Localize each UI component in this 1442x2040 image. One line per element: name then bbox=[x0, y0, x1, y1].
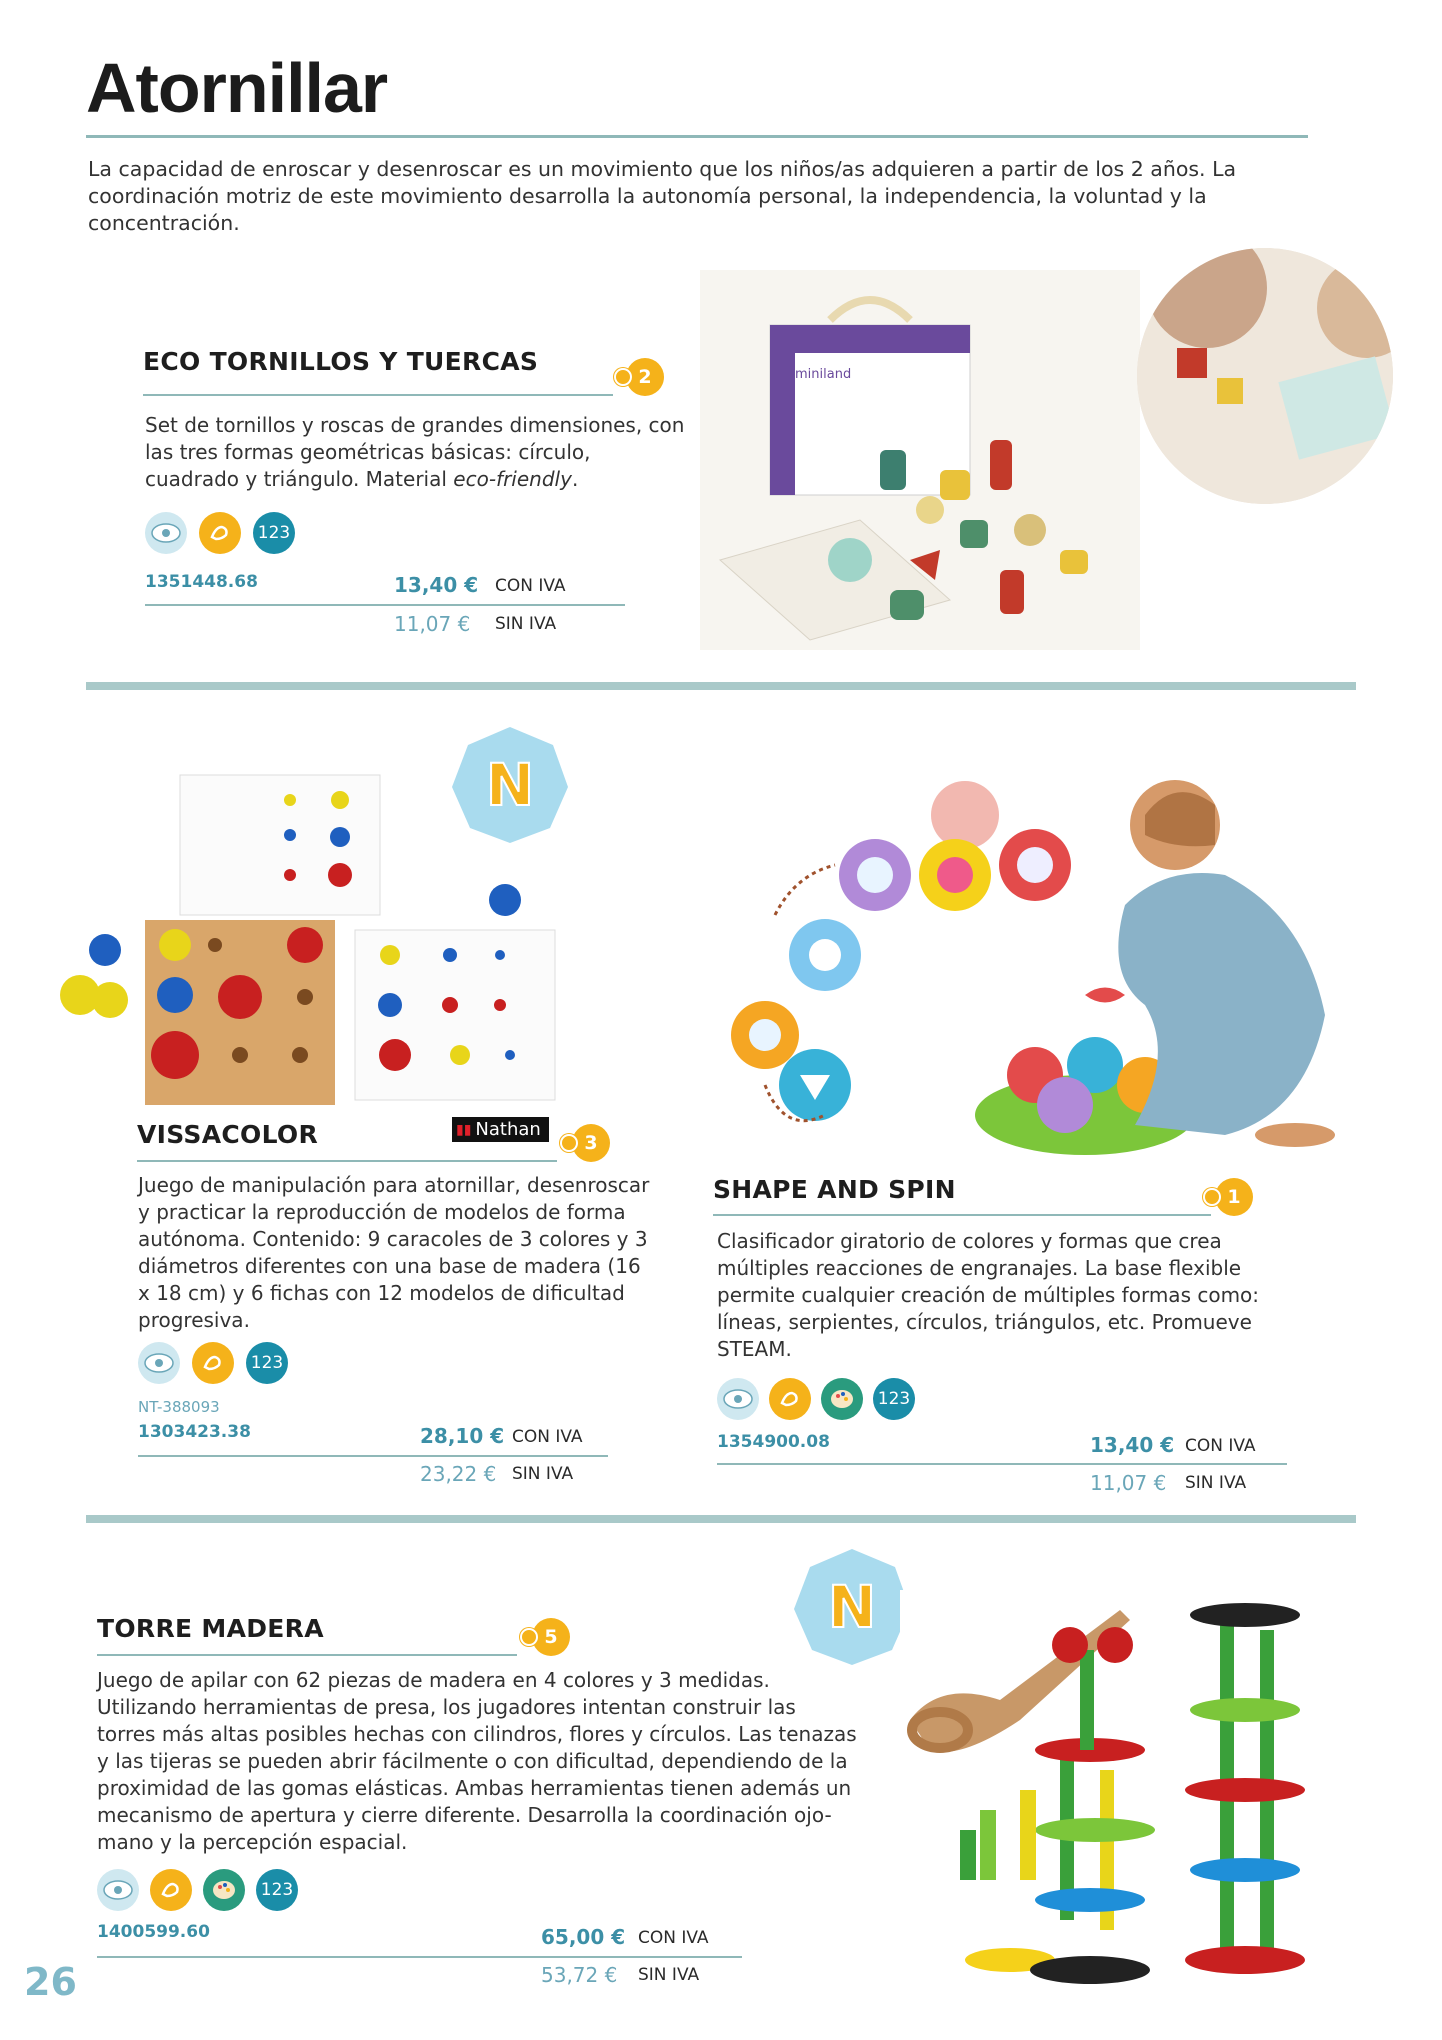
palette-icon bbox=[821, 1378, 863, 1420]
brand-logo-nathan bbox=[452, 1117, 549, 1142]
product-image-shape-and-spin bbox=[705, 755, 1365, 1175]
product-description: Juego de apilar con 62 piezas de madera en 4 colores y 3 medidas. Utilizando herramientas de presa, los jugadores intentan construir las torres más altas posibles hechas con cilindros, flores y círculos. Las tenazas y las tijeras se pueden abrir fácilmente o con dificultad, dependiendo de la proximidad de las gomas elásticas. Ambas herramientas tienen además un mecanismo de apertura y cierre diferente. Desarrolla la coordinación ojo-mano y la percepción espacial. bbox=[97, 1668, 857, 1854]
intro-paragraph: La capacidad de enroscar y desenroscar es un movimiento que los niños/as adquieren a partir de los 2 años. La coordinación motriz de este movimiento desarrolla la autonomía personal, la independencia, la voluntad y la concentración. bbox=[88, 157, 1237, 235]
hand-icon bbox=[769, 1378, 811, 1420]
price-without-vat: 53,72 € bbox=[541, 1963, 618, 1987]
price-without-vat: 11,07 € bbox=[1090, 1471, 1167, 1495]
product-description: Juego de manipulación para atornillar, desenroscar y practicar la reproducción de modelos de forma autónoma. Contenido: 9 caracoles de 3 colores y 3 diámetros diferentes con una base de madera (16 x 18 cm) y 6 fichas con 12 modelos de dificultad progresiva. bbox=[138, 1173, 650, 1332]
label-with-vat: CON IVA bbox=[512, 1427, 583, 1447]
brand-name: Nathan bbox=[475, 1119, 541, 1140]
numbers-icon: 123 bbox=[246, 1342, 288, 1384]
label-with-vat: CON IVA bbox=[638, 1928, 709, 1948]
product-title-rule bbox=[143, 394, 613, 396]
numbers-icon: 123 bbox=[253, 512, 295, 554]
age-badge bbox=[1203, 1178, 1253, 1216]
product-code: 1354900.08 bbox=[717, 1432, 830, 1452]
price-with-vat: 13,40 € bbox=[394, 573, 479, 597]
hand-icon bbox=[199, 512, 241, 554]
product-title-vissacolor: VISSACOLOR bbox=[137, 1120, 319, 1149]
product-description: Clasificador giratorio de colores y formas que crea múltiples reacciones de engranajes. La base flexible permite cualquier creación de múltiples formas como: líneas, serpientes, círculos, triángulos, etc. Promueve STEAM. bbox=[717, 1229, 1260, 1361]
gear-icon bbox=[145, 512, 187, 554]
description-text: Set de tornillos y roscas de grandes dimensiones, con las tres formas geométricas básicas: círculo, cuadrado y triángulo. Material bbox=[145, 413, 685, 491]
skill-icons bbox=[717, 1378, 915, 1420]
product-ref: NT-388093 bbox=[138, 1398, 220, 1416]
product-title-shape-and-spin: SHAPE AND SPIN bbox=[713, 1175, 956, 1204]
new-badge-letter: N bbox=[485, 751, 535, 819]
product-title-eco-tornillos: ECO TORNILLOS Y TUERCAS bbox=[143, 347, 539, 376]
price-with-vat: 13,40 € bbox=[1090, 1433, 1175, 1457]
numbers-icon: 123 bbox=[256, 1869, 298, 1911]
label-without-vat: SIN IVA bbox=[1185, 1473, 1247, 1493]
palette-icon bbox=[203, 1869, 245, 1911]
price-without-vat: 11,07 € bbox=[394, 612, 471, 636]
label-without-vat: SIN IVA bbox=[495, 614, 557, 634]
age-value: 3 bbox=[572, 1124, 610, 1162]
product-code: 1400599.60 bbox=[97, 1922, 210, 1942]
product-title-torre-madera: TORRE MADERA bbox=[97, 1614, 324, 1643]
price-rule bbox=[145, 604, 625, 606]
skill-icons bbox=[138, 1342, 288, 1384]
title-divider bbox=[86, 135, 1308, 138]
product-description bbox=[145, 412, 685, 493]
price-rule bbox=[717, 1463, 1287, 1465]
product-image-eco-tornillos bbox=[700, 270, 1140, 650]
product-title-rule bbox=[97, 1654, 517, 1656]
skill-icons bbox=[97, 1869, 298, 1911]
label-without-vat: SIN IVA bbox=[512, 1464, 574, 1484]
numbers-icon: 123 bbox=[873, 1378, 915, 1420]
new-badge-letter: N bbox=[827, 1573, 877, 1641]
new-badge bbox=[792, 1547, 912, 1671]
age-badge bbox=[614, 358, 664, 396]
hand-icon bbox=[192, 1342, 234, 1384]
nathan-mark-icon: ▮▮ bbox=[456, 1121, 472, 1138]
box-brand-text: miniland bbox=[795, 367, 852, 382]
price-rule bbox=[138, 1455, 608, 1457]
label-without-vat: SIN IVA bbox=[638, 1965, 700, 1985]
page-title: Atornillar bbox=[86, 49, 388, 127]
gear-icon bbox=[97, 1869, 139, 1911]
product-code: 1303423.38 bbox=[138, 1422, 251, 1442]
kids-playing-photo bbox=[1137, 248, 1393, 504]
hand-icon bbox=[150, 1869, 192, 1911]
gear-icon bbox=[138, 1342, 180, 1384]
price-with-vat: 28,10 € bbox=[420, 1424, 505, 1448]
age-value: 2 bbox=[626, 358, 664, 396]
product-image-torre-madera bbox=[900, 1590, 1350, 1990]
price-rule bbox=[97, 1956, 742, 1958]
price-without-vat: 23,22 € bbox=[420, 1462, 497, 1486]
age-badge bbox=[560, 1124, 610, 1162]
product-title-rule bbox=[713, 1214, 1211, 1216]
label-with-vat: CON IVA bbox=[1185, 1436, 1256, 1456]
age-value: 1 bbox=[1215, 1178, 1253, 1216]
label-with-vat: CON IVA bbox=[495, 576, 566, 596]
description-italic: eco-friendly bbox=[453, 467, 572, 491]
section-divider bbox=[86, 682, 1356, 690]
skill-icons bbox=[145, 512, 295, 554]
gear-icon bbox=[717, 1378, 759, 1420]
age-value: 5 bbox=[532, 1618, 570, 1656]
price-with-vat: 65,00 € bbox=[541, 1925, 626, 1949]
product-title-rule bbox=[137, 1160, 557, 1162]
description-end: . bbox=[571, 467, 579, 491]
new-badge bbox=[450, 725, 570, 849]
product-code: 1351448.68 bbox=[145, 572, 258, 592]
age-badge bbox=[520, 1618, 570, 1656]
page-number: 26 bbox=[24, 1960, 77, 2004]
section-divider bbox=[86, 1515, 1356, 1523]
